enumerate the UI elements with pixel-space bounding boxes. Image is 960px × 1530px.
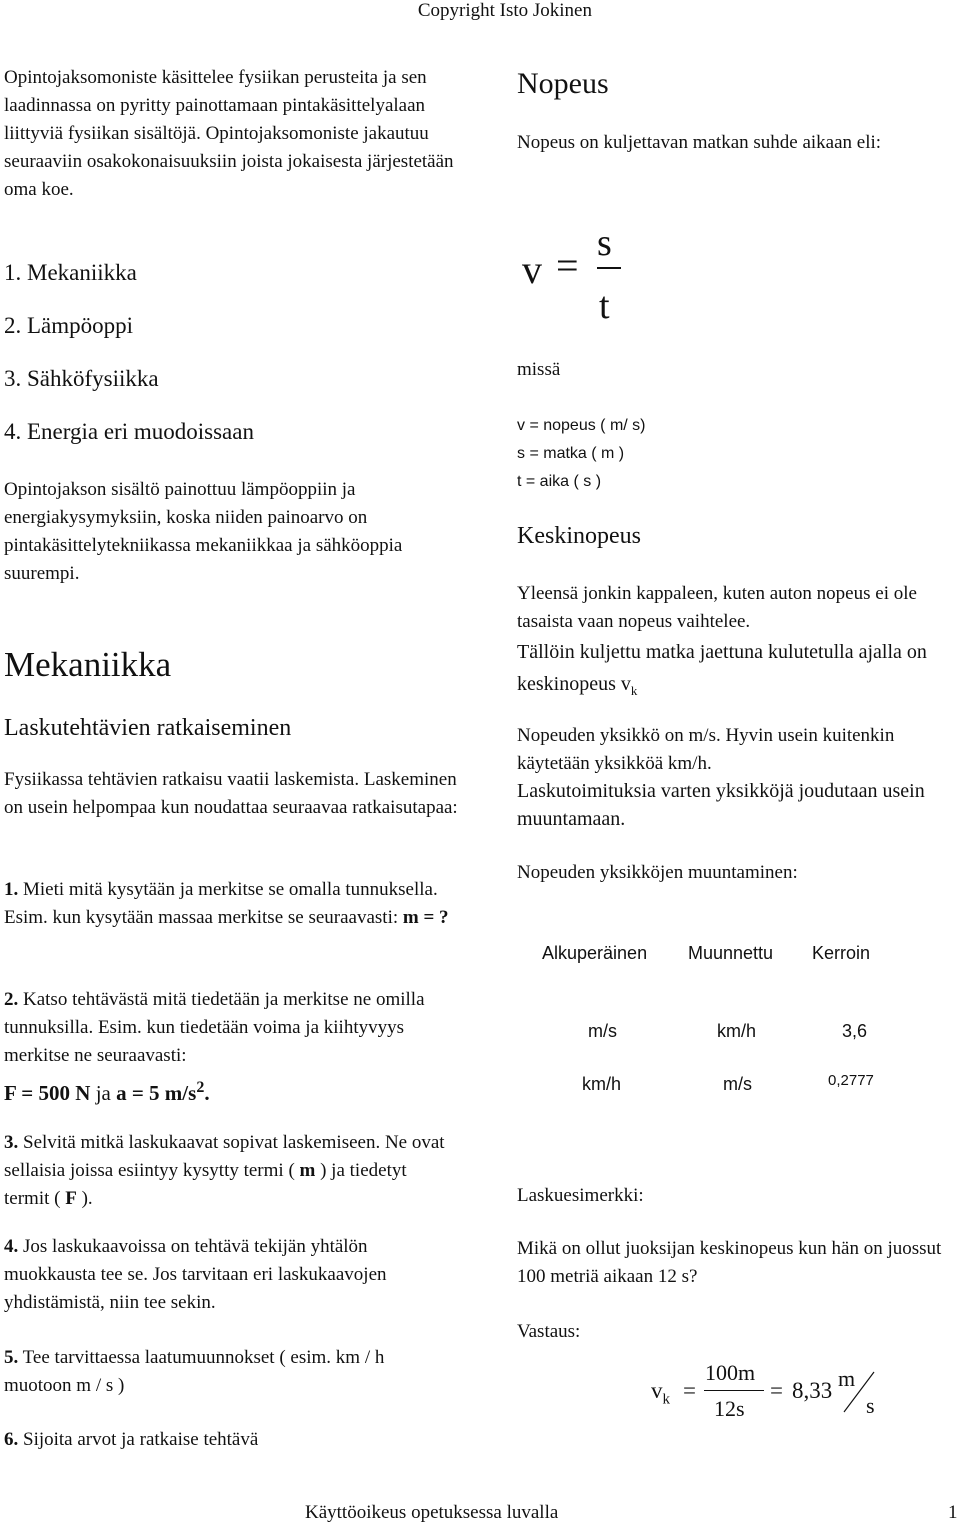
example-label: Laskuesimerkki: [517,1185,644,1206]
table-cell-r1-c2: km/h [717,1021,757,1041]
answer-v-symbol: v [651,1378,663,1403]
step-6-number: 6. [4,1429,19,1450]
symbol-s: s = matka ( m ) [517,445,625,462]
answer-value: 8,33 [792,1378,833,1403]
symbol-t: t = aika ( s ) [517,473,602,490]
step-3-text-a: Selvitä mitkä laskukaavat sopivat laskemiseen. Ne ovat sellaisia joissa esiintyy kysytty termi ( [4,1132,445,1181]
table-header-original: Alkuperäinen [542,943,648,963]
symbol-list [517,412,646,496]
formula-conjunction: ja [95,1081,111,1105]
exponent: 2 [196,1079,205,1096]
avg-subscript: k [630,683,638,698]
answer-fraction-bar [704,1390,764,1391]
step-3-text-b: ) ja tiedetyt termit ( [4,1160,407,1209]
subsection-title: Laskutehtävien ratkaiseminen [4,715,292,741]
topic-item-1: 1. Mekaniikka [4,260,137,285]
step-3-text-c: ). [76,1188,93,1209]
answer-v [651,1378,670,1409]
step-1-text: Mieti mitä kysytään ja merkitse se omalla tunnuksella. Esim. kun kysytään massaa merkitse se seuraavasti: [4,879,438,928]
where-label: missä [517,359,561,380]
velocity-definition: Nopeus on kuljettavan matkan suhde aikaan eli: [517,132,882,153]
step-3-number: 3. [4,1132,19,1153]
answer-denominator: 12s [714,1396,745,1421]
formula-numerator-s: s [597,222,612,264]
table-cell-r2-c3: 0,2777 [828,1072,874,1089]
intro-paragraph: Opintojaksomoniste käsittelee fysiikan perusteita ja sen laadinnassa on pyritty painottamaan pintakäsittelyalaan liittyviä fysiikan sisältöjä. Opintojaksomoniste jakautuu seuraaviin osakokonaisuuksiin joista jokaisesta järjestetään oma koe. [4,67,454,200]
answer-numerator: 100m [705,1360,756,1385]
table-cell-r2-c1: km/h [582,1074,622,1094]
subsection-intro: Fysiikassa tehtävien ratkaisu vaatii laskemista. Laskeminen on usein helpompaa kun noudattaa seuraavaa ratkaisutapaa: [4,769,458,818]
topic-item-2: 2. Lämpöoppi [4,313,134,338]
unit-paragraph-1: Nopeuden yksikkö on m/s. Hyvin usein kuitenkin käytetään yksikköä km/h. [517,725,895,774]
avg-paragraph-1: Yleensä jonkin kappaleen, kuten auton nopeus ei ole tasaista vaan nopeus vaihtelee. [517,583,917,632]
example-question: Mikä on ollut juoksijan keskinopeus kun hän on juossut 100 metriä aikaan 12 s? [517,1238,942,1287]
table-cell-r1-c3: 3,6 [842,1021,868,1041]
table-cell-r2-c2: m/s [723,1074,752,1094]
step-3-bold-f: F [65,1188,77,1209]
formula-denominator-t: t [599,285,610,327]
usage-footer: Käyttöoikeus opetuksessa luvalla [305,1502,559,1523]
step-3-bold-m: m [299,1160,316,1181]
section-title-nopeus: Nopeus [517,67,609,100]
answer-v-subscript: k [662,1391,670,1408]
step-2-formula [4,1074,210,1107]
step-6-text: Sijoita arvot ja ratkaise tehtävä [18,1429,259,1450]
symbol-v: v = nopeus ( m/ s) [517,417,646,434]
answer-unit-numerator: m [838,1366,856,1391]
answer-label: Vastaus: [517,1321,581,1342]
page-number: 1 [948,1502,958,1523]
step-5 [4,1344,434,1400]
step-6 [4,1426,434,1454]
step-2-text: Katso tehtävästä mitä tiedetään ja merkitse ne omilla tunnuksilla. Esim. kun tiedetään voima ja kiihtyvyys merkitse ne seuraavasti: [4,989,425,1066]
step-4-text: Jos laskukaavoissa on tehtävä tekijän yhtälön muokkausta tee se. Jos tarvitaan eri laskukaavojen yhdistämistä, niin tee sekin. [4,1236,387,1313]
copyright-notice: Copyright Isto Jokinen [417,0,592,21]
emphasis-paragraph: Opintojakson sisältö painottuu lämpöoppiin ja energiakysymyksiin, koska niiden painoarvo on pintakäsittelytekniikassa mekaniikkaa ja sähköoppia suurempi. [4,479,403,584]
topic-item-4: 4. Energia eri muodoissaan [4,419,254,444]
table-header-converted: Muunnettu [688,943,774,963]
table-cell-r1-c1: m/s [588,1021,617,1041]
section-title-mekaniikka: Mekaniikka [4,645,172,684]
step-3 [4,1129,454,1213]
force-formula: F = 500 N [4,1081,91,1105]
answer-equals-1: = [683,1378,696,1403]
formula-period: . [204,1081,210,1105]
fraction-bar [597,267,621,269]
acceleration-formula: a = 5 m/s [116,1081,197,1105]
step-5-number: 5. [4,1347,19,1368]
avg-paragraph-2-text: Tällöin kuljettu matka jaettuna kulutetulla ajalla on keskinopeus v [517,641,927,695]
conversion-heading: Nopeuden yksikköjen muuntaminen: [517,862,798,883]
table-header-factor: Kerroin [812,943,871,963]
topic-item-3: 3. Sähköfysiikka [4,366,159,391]
step-1-formula: m = ? [402,907,449,928]
step-1 [4,876,454,932]
step-5-text: Tee tarvittaessa laatumuunnokset ( esim. km / h muotoon m / s ) [4,1347,385,1396]
subsection-title-keskinopeus: Keskinopeus [517,523,641,549]
step-2-number: 2. [4,989,19,1010]
step-4-number: 4. [4,1236,19,1257]
formula-equals: = [556,243,579,288]
step-2 [4,986,464,1070]
answer-equals-2: = [770,1378,783,1403]
avg-paragraph-2 [517,636,947,707]
step-1-number: 1. [4,879,19,900]
step-4 [4,1233,434,1317]
answer-unit-denominator: s [866,1393,875,1418]
unit-paragraph-2: Laskutoimituksia varten yksikköjä joudutaan usein muuntamaan. [517,780,925,830]
formula-lhs-v: v [522,247,542,292]
